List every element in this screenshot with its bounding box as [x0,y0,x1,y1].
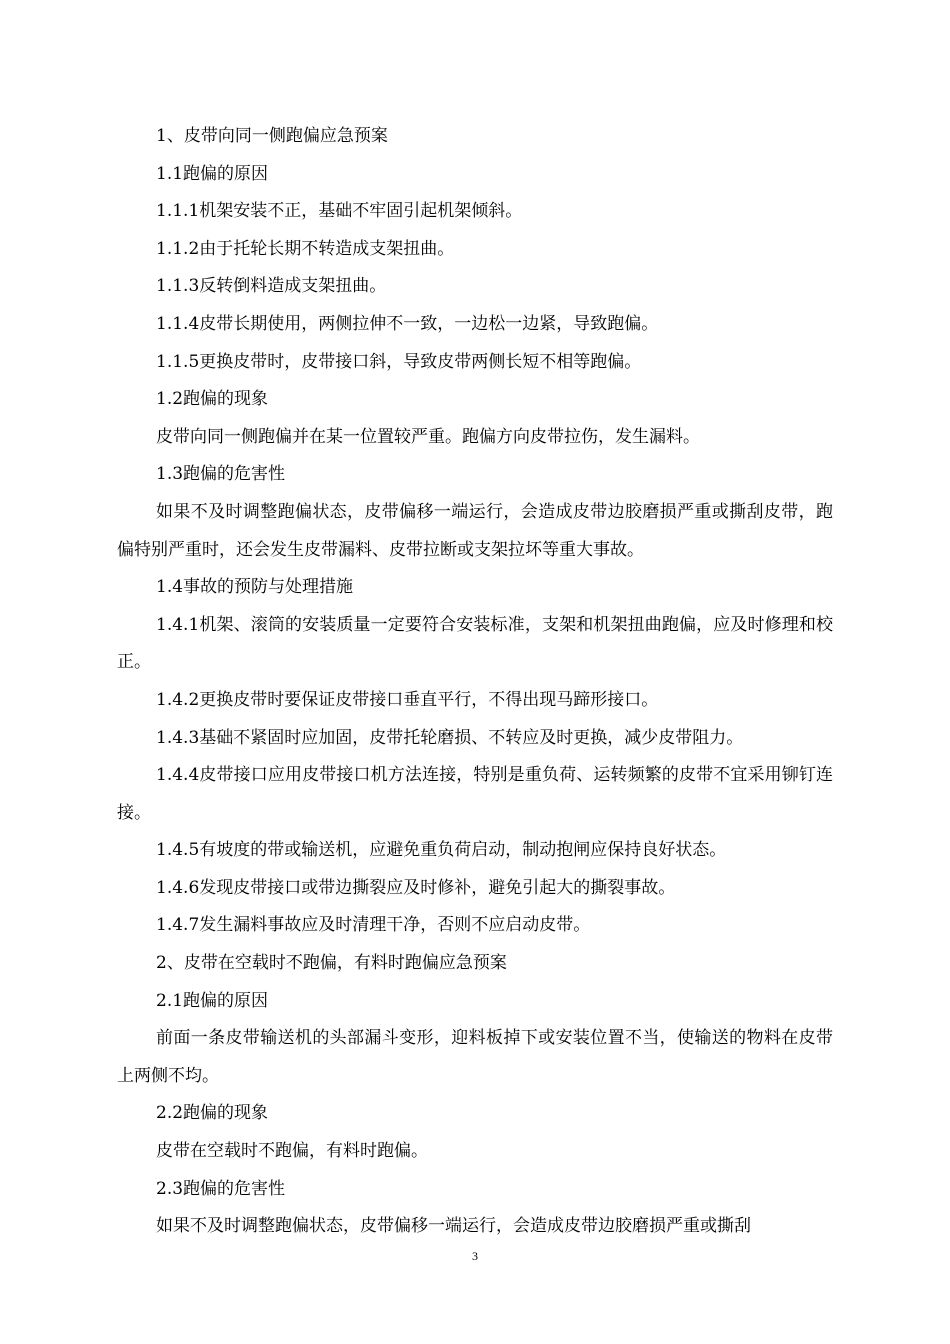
heading-1-3: 1.3跑偏的危害性 [156,464,286,485]
heading-1-4: 1.4事故的预防与处理措施 [156,577,354,598]
item-1-4-3: 1.4.3基础不紧固时应加固，皮带托轮磨损、不转应及时更换，减少皮带阻力。 [156,727,744,748]
item-1-4-6: 1.4.6发现皮带接口或带边撕裂应及时修补，避免引起大的撕裂事故。 [156,877,676,898]
paragraph-1-3: 如果不及时调整跑偏状态，皮带偏移一端运行，会造成皮带边胶磨损严重或撕刮皮带，跑偏特别严重时，还会发生皮带漏料、皮带拉断或支架拉坏等重大事故。 [117,501,833,560]
heading-2-3: 2.3跑偏的危害性 [156,1178,286,1199]
item-1-4-4: 1.4.4皮带接口应用皮带接口机方法连接，特别是重负荷、运转频繁的皮带不宜采用铆钉连接。 [117,765,833,823]
item-1-1-4: 1.1.4皮带长期使用，两侧拉伸不一致，一边松一边紧，导致跑偏。 [156,313,659,334]
item-1-4-7: 1.4.7发生漏料事故应及时清理干净，否则不应启动皮带。 [156,915,591,936]
item-1-4-1: 1.4.1机架、滚筒的安装质量一定要符合安装标准，支架和机架扭曲跑偏，应及时修理和校正。 [117,614,833,673]
item-1-1-5: 1.1.5更换皮带时，皮带接口斜，导致皮带两侧长短不相等跑偏。 [156,351,642,372]
item-1-1-1: 1.1.1机架安装不正，基础不牢固引起机架倾斜。 [156,201,523,222]
page-number: 3 [472,1249,478,1263]
heading-1-1: 1.1跑偏的原因 [156,163,269,184]
item-1-1-3: 1.1.3反转倒料造成支架扭曲。 [156,276,387,297]
heading-2-1: 2.1跑偏的原因 [156,990,269,1011]
paragraph-1-2: 皮带向同一侧跑偏并在某一位置较严重。跑偏方向皮带拉伤，发生漏料。 [156,426,700,447]
paragraph-2-1: 前面一条皮带输送机的头部漏斗变形，迎料板掉下或安装位置不当，使输送的物料在皮带上两侧不均。 [117,1028,833,1086]
item-1-4-2: 1.4.2更换皮带时要保证皮带接口垂直平行，不得出现马蹄形接口。 [156,689,659,710]
paragraph-2-2: 皮带在空载时不跑偏，有料时跑偏。 [156,1141,428,1162]
item-1-1-2: 1.1.2由于托轮长期不转造成支架扭曲。 [156,238,455,259]
paragraph-2-3: 如果不及时调整跑偏状态，皮带偏移一端运行，会造成皮带边胶磨损严重或撕刮 [156,1216,751,1237]
heading-section-1: 1、皮带向同一侧跑偏应急预案 [156,126,388,146]
heading-1-2: 1.2跑偏的现象 [156,389,269,410]
heading-section-2: 2、皮带在空载时不跑偏，有料时跑偏应急预案 [156,953,507,974]
document-body [117,118,833,1246]
item-1-4-5: 1.4.5有坡度的带或输送机，应避免重负荷启动，制动抱闸应保持良好状态。 [156,840,727,861]
heading-2-2: 2.2跑偏的现象 [156,1103,269,1124]
